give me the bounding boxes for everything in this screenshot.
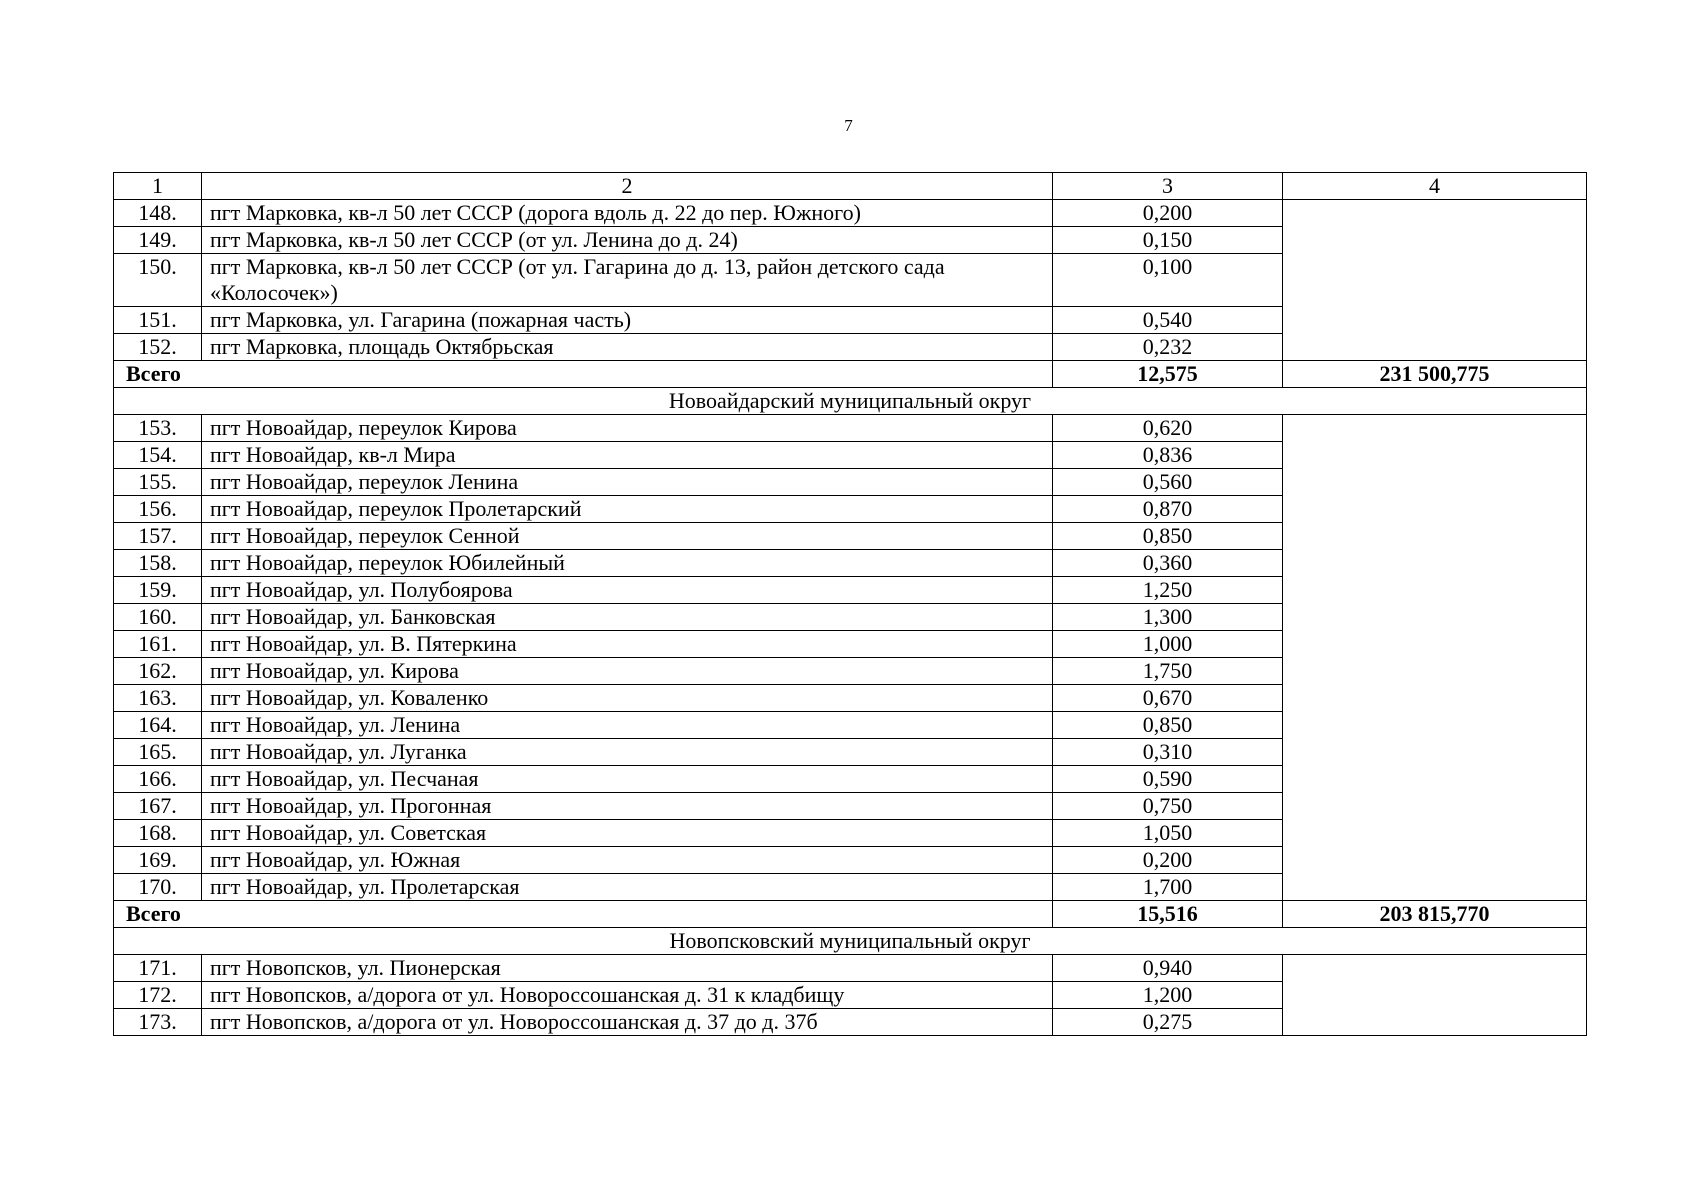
road-length: 0,150 [1053, 227, 1283, 254]
road-name: пгт Новоайдар, ул. Коваленко [202, 685, 1053, 712]
road-name: пгт Новопсков, а/дорога от ул. Новороссошанская д. 37 до д. 37б [202, 1009, 1053, 1036]
road-name: пгт Новоайдар, ул. Банковская [202, 604, 1053, 631]
road-length: 0,310 [1053, 739, 1283, 766]
row-number: 170. [114, 874, 202, 901]
road-length: 0,200 [1053, 200, 1283, 227]
road-length: 0,940 [1053, 955, 1283, 982]
total-amount: 203 815,770 [1283, 901, 1587, 928]
road-name: пгт Новоайдар, переулок Сенной [202, 523, 1053, 550]
row-number: 166. [114, 766, 202, 793]
row-number: 171. [114, 955, 202, 982]
road-length: 0,850 [1053, 712, 1283, 739]
row-number: 159. [114, 577, 202, 604]
road-length: 1,750 [1053, 658, 1283, 685]
row-number: 172. [114, 982, 202, 1009]
row-number: 167. [114, 793, 202, 820]
road-name: пгт Новоайдар, ул. Прогонная [202, 793, 1053, 820]
total-label: Всего [114, 361, 1053, 388]
road-name: пгт Марковка, кв-л 50 лет СССР (от ул. Ленина до д. 24) [202, 227, 1053, 254]
total-label: Всего [114, 901, 1053, 928]
section-title: Новоайдарский муниципальный округ [114, 388, 1587, 415]
row-number: 162. [114, 658, 202, 685]
road-length: 0,200 [1053, 847, 1283, 874]
road-length: 1,200 [1053, 982, 1283, 1009]
amount-cell-empty [1283, 415, 1587, 901]
road-name: пгт Марковка, ул. Гагарина (пожарная часть) [202, 307, 1053, 334]
row-number: 160. [114, 604, 202, 631]
header-row [114, 173, 1587, 200]
row-number: 152. [114, 334, 202, 361]
road-name: пгт Новоайдар, ул. Южная [202, 847, 1053, 874]
table-row [114, 955, 1587, 982]
header-col-4: 4 [1283, 173, 1587, 200]
road-length: 1,000 [1053, 631, 1283, 658]
table-body [114, 173, 1587, 1036]
road-length: 0,850 [1053, 523, 1283, 550]
road-length: 0,100 [1053, 254, 1283, 307]
roads-table [113, 172, 1587, 1036]
section-title: Новопсковский муниципальный округ [114, 928, 1587, 955]
row-number: 151. [114, 307, 202, 334]
row-number: 169. [114, 847, 202, 874]
total-row [114, 901, 1587, 928]
road-name: пгт Новоайдар, переулок Ленина [202, 469, 1053, 496]
row-number: 168. [114, 820, 202, 847]
road-name: пгт Новоайдар, ул. Пролетарская [202, 874, 1053, 901]
road-name: пгт Новоайдар, ул. Песчаная [202, 766, 1053, 793]
total-row [114, 361, 1587, 388]
road-name: пгт Новоайдар, ул. Полубоярова [202, 577, 1053, 604]
road-name: пгт Новоайдар, ул. Ленина [202, 712, 1053, 739]
road-name: пгт Новоайдар, переулок Пролетарский [202, 496, 1053, 523]
section-row [114, 388, 1587, 415]
road-length: 1,250 [1053, 577, 1283, 604]
road-length: 0,275 [1053, 1009, 1283, 1036]
page-number: 7 [844, 116, 853, 135]
road-name: пгт Новопсков, а/дорога от ул. Новороссошанская д. 31 к кладбищу [202, 982, 1053, 1009]
road-name: пгт Новоайдар, переулок Кирова [202, 415, 1053, 442]
road-length: 0,540 [1053, 307, 1283, 334]
row-number: 157. [114, 523, 202, 550]
road-name: пгт Марковка, площадь Октябрьская [202, 334, 1053, 361]
road-length: 1,050 [1053, 820, 1283, 847]
row-number: 165. [114, 739, 202, 766]
road-length: 0,360 [1053, 550, 1283, 577]
road-name: пгт Марковка, кв-л 50 лет СССР (от ул. Гагарина до д. 13, район детского сада «Колосочек») [202, 254, 1053, 307]
table-row [114, 200, 1587, 227]
row-number: 155. [114, 469, 202, 496]
road-length: 0,560 [1053, 469, 1283, 496]
row-number: 153. [114, 415, 202, 442]
total-amount: 231 500,775 [1283, 361, 1587, 388]
total-length: 15,516 [1053, 901, 1283, 928]
road-name: пгт Новоайдар, ул. В. Пятеркина [202, 631, 1053, 658]
road-name: пгт Новоайдар, переулок Юбилейный [202, 550, 1053, 577]
road-name: пгт Новоайдар, кв-л Мира [202, 442, 1053, 469]
row-number: 156. [114, 496, 202, 523]
road-length: 0,232 [1053, 334, 1283, 361]
header-col-3: 3 [1053, 173, 1283, 200]
section-row [114, 928, 1587, 955]
road-length: 0,750 [1053, 793, 1283, 820]
amount-cell-empty [1283, 200, 1587, 361]
row-number: 163. [114, 685, 202, 712]
row-number: 149. [114, 227, 202, 254]
header-col-1: 1 [114, 173, 202, 200]
amount-cell-empty [1283, 955, 1587, 1036]
road-length: 1,300 [1053, 604, 1283, 631]
road-length: 0,590 [1053, 766, 1283, 793]
row-number: 161. [114, 631, 202, 658]
road-length: 0,620 [1053, 415, 1283, 442]
road-name: пгт Новоайдар, ул. Кирова [202, 658, 1053, 685]
header-col-2: 2 [202, 173, 1053, 200]
row-number: 154. [114, 442, 202, 469]
row-number: 148. [114, 200, 202, 227]
row-number: 150. [114, 254, 202, 307]
row-number: 173. [114, 1009, 202, 1036]
road-length: 0,870 [1053, 496, 1283, 523]
table-row [114, 415, 1587, 442]
row-number: 164. [114, 712, 202, 739]
road-name: пгт Новоайдар, ул. Луганка [202, 739, 1053, 766]
road-length: 1,700 [1053, 874, 1283, 901]
road-name: пгт Марковка, кв-л 50 лет СССР (дорога вдоль д. 22 до пер. Южного) [202, 200, 1053, 227]
road-name: пгт Новопсков, ул. Пионерская [202, 955, 1053, 982]
row-number: 158. [114, 550, 202, 577]
road-name: пгт Новоайдар, ул. Советская [202, 820, 1053, 847]
road-length: 0,670 [1053, 685, 1283, 712]
road-length: 0,836 [1053, 442, 1283, 469]
total-length: 12,575 [1053, 361, 1283, 388]
